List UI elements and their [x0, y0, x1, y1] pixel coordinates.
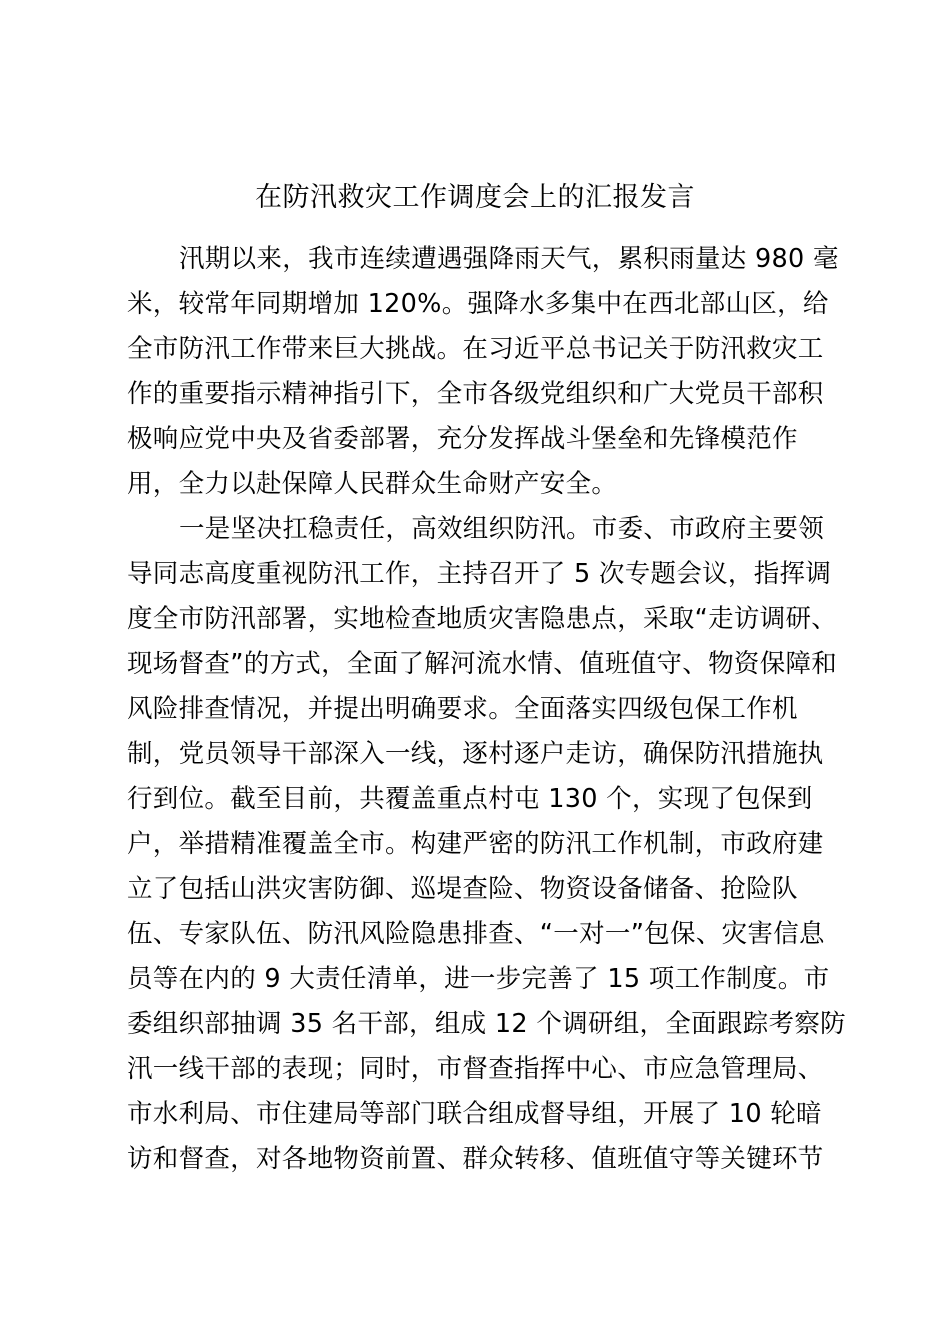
paragraph-line: 制，党员领导干部深入一线，逐村逐户走访，确保防汛措施执	[127, 739, 824, 769]
paragraph-line: 访和督查，对各地物资前置、群众转移、值班值守等关键环节	[127, 1144, 824, 1174]
paragraph-line: 汛一线干部的表现；同时，市督查指挥中心、市应急管理局、	[127, 1054, 824, 1084]
paragraph-line: 米，较常年同期增加 120%。强降水多集中在西北部山区，给	[127, 289, 829, 319]
paragraph-line: 立了包括山洪灾害防御、巡堤查险、物资设备储备、抢险队	[127, 874, 798, 904]
paragraph-line: 作的重要指示精神指引下，全市各级党组织和广大党员干部积	[127, 379, 824, 409]
paragraph-line: 市水利局、市住建局等部门联合组成督导组，开展了 10 轮暗	[127, 1099, 822, 1129]
paragraph-line: 极响应党中央及省委部署，充分发挥战斗堡垒和先锋模范作	[127, 424, 798, 454]
paragraph-line: 导同志高度重视防汛工作，主持召开了 5 次专题会议，指挥调	[127, 559, 832, 589]
paragraph-line: 度全市防汛部署，实地检查地质灾害隐患点，采取“走访调研、	[127, 604, 838, 634]
paragraph-line: 现场督查”的方式，全面了解河流水情、值班值守、物资保障和	[127, 649, 838, 679]
document-body	[127, 237, 846, 1182]
paragraph-line: 风险排查情况，并提出明确要求。全面落实四级包保工作机	[127, 694, 798, 724]
paragraph-line: 伍、专家队伍、防汛风险隐患排查、“一对一”包保、灾害信息	[127, 919, 825, 949]
paragraph-line: 一是坚决扛稳责任，高效组织防汛。市委、市政府主要领	[179, 514, 825, 544]
paragraph-line: 用，全力以赴保障人民群众生命财产安全。	[127, 469, 618, 499]
paragraph-line: 员等在内的 9 大责任清单，进一步完善了 15 项工作制度。市	[127, 964, 830, 994]
paragraph-line: 汛期以来，我市连续遭遇强降雨天气，累积雨量达 980 毫	[179, 244, 839, 274]
paragraph-line: 全市防汛工作带来巨大挑战。在习近平总书记关于防汛救灾工	[127, 334, 824, 364]
document-title: 在防汛救灾工作调度会上的汇报发言	[255, 182, 695, 213]
paragraph-line: 户，举措精准覆盖全市。构建严密的防汛工作机制，市政府建	[127, 829, 824, 859]
paragraph-line: 委组织部抽调 35 名干部，组成 12 个调研组，全面跟踪考察防	[127, 1009, 846, 1039]
paragraph-line: 行到位。截至目前，共覆盖重点村屯 130 个，实现了包保到	[127, 784, 813, 814]
